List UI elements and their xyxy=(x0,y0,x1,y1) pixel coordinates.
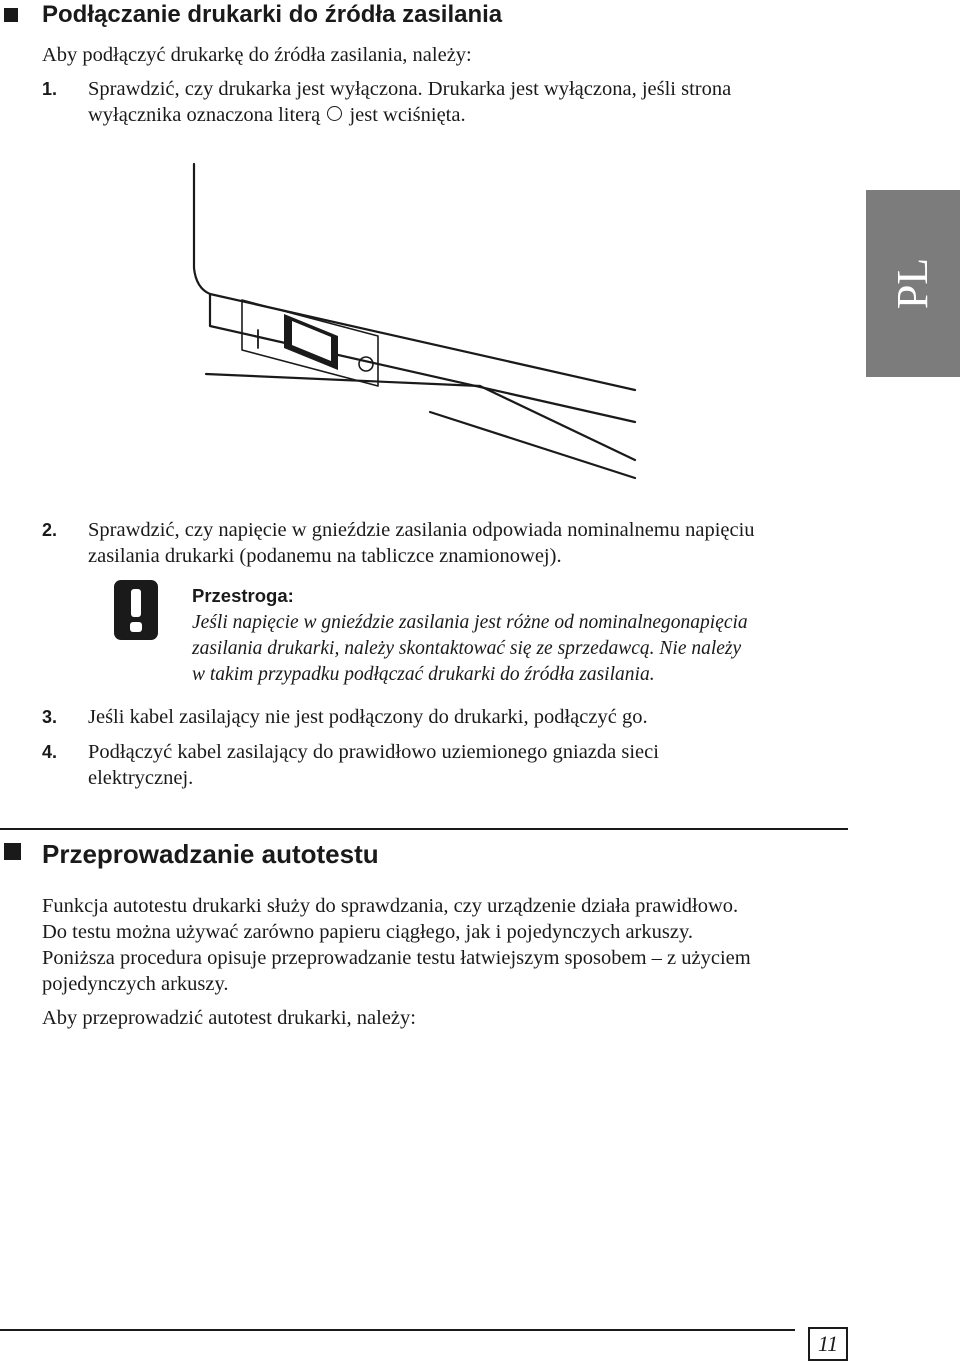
body-line: Do testu można używać zarówno papieru ciągłego, jak i pojedynczych arkuszy. xyxy=(42,921,694,943)
body-line: pojedynczych arkuszy. xyxy=(42,973,229,995)
step-text: Sprawdzić, czy drukarka jest wyłączona. Drukarka jest wyłączona, jeśli strona xyxy=(88,78,732,100)
step-text: Jeśli kabel zasilający nie jest podłączony do drukarki, podłączyć go. xyxy=(88,706,648,728)
step-text: Sprawdzić, czy napięcie w gnieździe zasilania odpowiada nominalnemu napięciu xyxy=(88,519,755,541)
caution-line: Jeśli napięcie w gnieździe zasilania jest różne od nominalnegonapięcia xyxy=(192,612,748,633)
section-title: Podłączanie drukarki do źródła zasilania xyxy=(42,1,503,28)
step-text-part: jest wciśnięta. xyxy=(349,104,466,126)
step-text-part: wyłącznika oznaczona literą xyxy=(88,104,321,126)
step-number: 2. xyxy=(42,520,58,540)
step-text: Podłączyć kabel zasilający do prawidłowo uziemionego gniazda sieci xyxy=(88,741,659,763)
step-number: 4. xyxy=(42,742,58,762)
exclamation-icon xyxy=(114,580,158,640)
intro-text: Aby podłączyć drukarkę do źródła zasilania, należy: xyxy=(42,44,472,66)
step-text xyxy=(88,102,466,128)
step-text: zasilania drukarki (podanemu na tabliczce znamionowej). xyxy=(88,545,562,567)
caution-title: Przestroga: xyxy=(192,585,294,606)
section-title: Przeprowadzanie autotestu xyxy=(42,839,379,869)
section-bullet-square xyxy=(4,843,21,860)
step-number: 3. xyxy=(42,707,58,727)
closing-text: Aby przeprowadzić autotest drukarki, należy: xyxy=(42,1007,416,1029)
step-text: elektrycznej. xyxy=(88,767,194,789)
footer-rule xyxy=(0,1329,795,1331)
body-line: Funkcja autotestu drukarki służy do sprawdzania, czy urządzenie działa prawidłowo. xyxy=(42,895,739,917)
section-divider xyxy=(0,828,848,830)
step-number: 1. xyxy=(42,79,58,99)
language-tab xyxy=(866,190,960,377)
section-bullet-square xyxy=(4,8,18,22)
language-tab-label: PL xyxy=(888,257,938,310)
printer-switch-illustration xyxy=(180,160,670,480)
caution-line: zasilania drukarki, należy skontaktować się ze sprzedawcą. Nie należy xyxy=(192,638,742,659)
caution-line: w takim przypadku podłączać drukarki do źródła zasilania. xyxy=(192,664,655,685)
body-line: Poniższa procedura opisuje przeprowadzanie testu łatwiejszym sposobem – z użyciem xyxy=(42,947,751,969)
page-number: 11 xyxy=(808,1327,848,1361)
off-symbol-icon xyxy=(327,106,342,121)
